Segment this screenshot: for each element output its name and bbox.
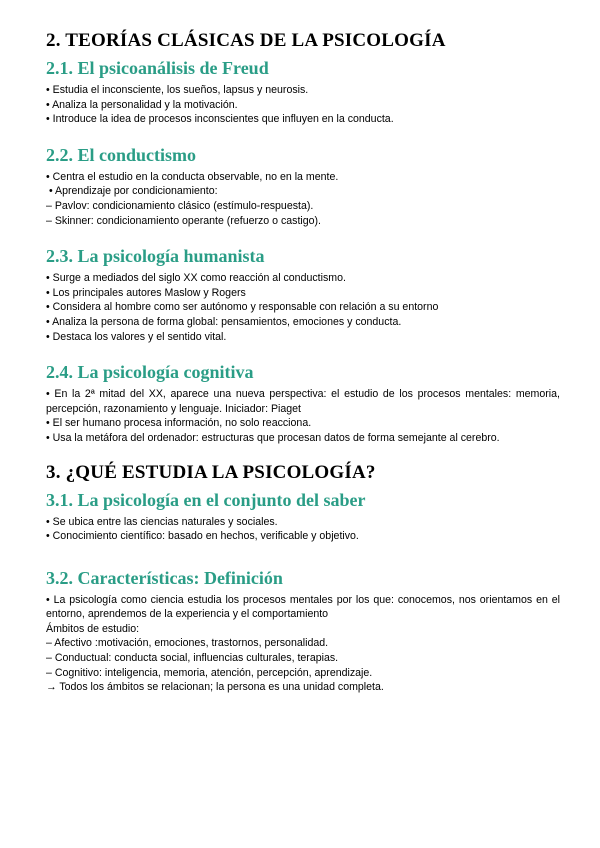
text-line: • Aprendizaje por condicionamiento: bbox=[46, 185, 218, 198]
text-line: • Analiza la persona de forma global: pensamientos, emociones y conducta. bbox=[46, 315, 402, 328]
text-line: • Centra el estudio en la conducta observable, no en la mente. bbox=[46, 170, 339, 183]
text-line: • La psicología como ciencia estudia los procesos mentales por los que: conocemos, nos orientamos en el entorno, aprendemos de la experiencia y el comportamiento bbox=[46, 593, 560, 621]
text-line: • Conocimiento científico: basado en hechos, verificable y objetivo. bbox=[46, 530, 359, 543]
text-line: – Cognitivo: inteligencia, memoria, atención, percepción, aprendizaje. bbox=[46, 666, 373, 679]
text-line: – Pavlov: condicionamiento clásico (estímulo-respuesta). bbox=[46, 199, 314, 212]
text-line: • Considera al hombre como ser autónomo y responsable con relación a su entorno bbox=[46, 301, 439, 314]
text-line: • Destaca los valores y el sentido vital. bbox=[46, 330, 227, 343]
section-heading: 2. TEORÍAS CLÁSICAS DE LA PSICOLOGÍA bbox=[46, 30, 446, 51]
text-line: • Usa la metáfora del ordenador: estructuras que procesan datos de forma semejante al cerebro. bbox=[46, 431, 500, 444]
text-line: • Los principales autores Maslow y Rogers bbox=[46, 286, 246, 299]
text-line: • Se ubica entre las ciencias naturales y sociales. bbox=[46, 515, 278, 528]
text-block bbox=[46, 170, 560, 228]
text-line: – Skinner: condicionamiento operante (refuerzo o castigo). bbox=[46, 214, 322, 227]
subsection-heading: 2.1. El psicoanálisis de Freud bbox=[46, 58, 269, 78]
text-line: – Conductual: conducta social, influencias culturales, terapias. bbox=[46, 652, 339, 665]
text-line: • Analiza la personalidad y la motivación. bbox=[46, 98, 238, 111]
text-block bbox=[46, 271, 560, 344]
text-block bbox=[46, 515, 560, 544]
text-line: • Estudia el inconsciente, los sueños, lapsus y neurosis. bbox=[46, 84, 309, 96]
text-line: • El ser humano procesa información, no solo reacciona. bbox=[46, 417, 312, 430]
text-line: – Afectivo :motivación, emociones, trastornos, personalidad. bbox=[46, 637, 329, 650]
text-block bbox=[46, 83, 560, 127]
subsection-heading: 3.2. Características: Definición bbox=[46, 567, 283, 588]
subsection-heading: 2.4. La psicología cognitiva bbox=[46, 362, 254, 383]
section-heading: 3. ¿QUÉ ESTUDIA LA PSICOLOGÍA? bbox=[46, 461, 376, 483]
subsection-heading: 3.1. La psicología en el conjunto del saber bbox=[46, 489, 366, 510]
text-line: • Surge a mediados del siglo XX como reacción al conductismo. bbox=[46, 272, 346, 285]
text-line: Ámbitos de estudio: bbox=[46, 622, 140, 635]
text-block bbox=[46, 387, 560, 445]
text-block bbox=[46, 593, 560, 695]
text-line: • Introduce la idea de procesos inconscientes que influyen en la conducta. bbox=[46, 113, 394, 126]
text-line: → Todos los ámbitos se relacionan; la persona es una unidad completa. bbox=[46, 681, 384, 694]
text-line: • En la 2ª mitad del XX, aparece una nueva perspectiva: el estudio de los procesos mentales: memoria, percepción, razonamiento y lenguaje. Iniciador: Piaget bbox=[46, 388, 560, 415]
subsection-heading: 2.2. El conductismo bbox=[46, 144, 197, 165]
subsection-heading: 2.3. La psicología humanista bbox=[46, 246, 265, 267]
